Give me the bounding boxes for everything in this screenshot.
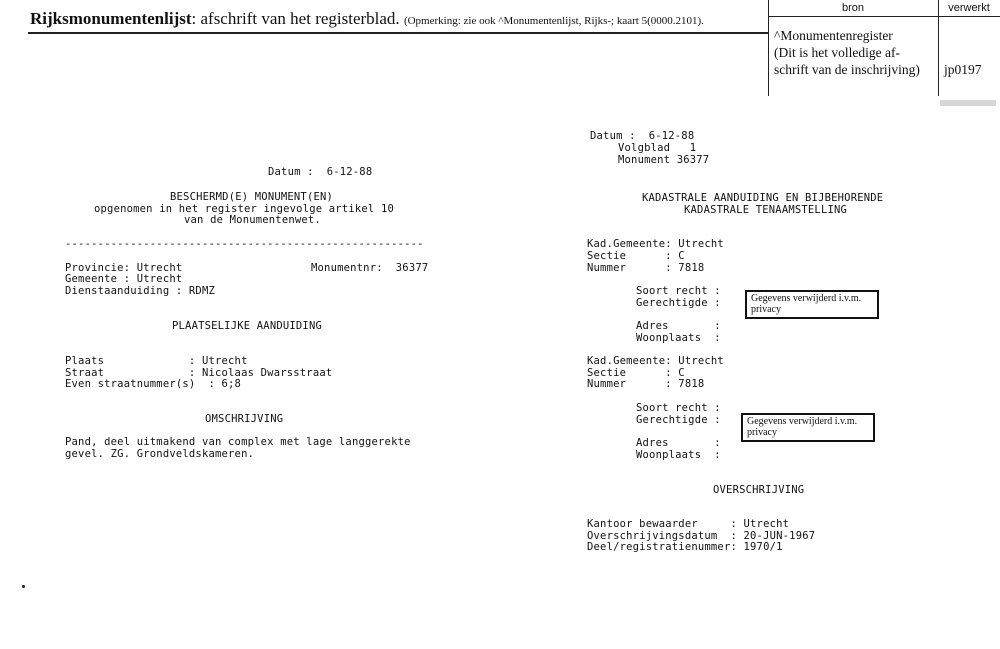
b1-nummer: Nummer : 7818 [587,262,705,274]
omschrijving-line-2: gevel. ZG. Grondveldskameren. [65,448,255,460]
verwerkt-value: jp0197 [944,62,982,77]
left-heading-2: opgenomen in het register ingevolge artikel 10 [94,203,394,215]
b2-sectie: Sectie : C [587,367,685,379]
table-mid-border [938,0,939,96]
title-bold: Rijksmonumentenlijst [30,9,192,28]
header-rule [28,32,768,34]
b2-gerechtigde: Gerechtigde : [636,414,721,426]
b1-gemeente: Kad.Gemeente: Utrecht [587,238,724,250]
bron-line-2: (Dit is het volledige af- [774,45,900,60]
left-straat: Straat : Nicolaas Dwarsstraat [65,367,333,379]
left-even: Even straatnummer(s) : 6;8 [65,378,242,390]
right-monument: Monument 36377 [618,154,710,166]
b1-adres: Adres : [636,320,721,332]
b2-soort: Soort recht : [636,402,721,414]
b1-soort: Soort recht : [636,285,721,297]
over-datum: Overschrijvingsdatum : 20-JUN-1967 [587,530,816,542]
left-datum: Datum : 6-12-88 [268,166,373,178]
left-monumentnr: Monumentnr: 36377 [311,262,429,274]
left-heading-3: van de Monumentenwet. [184,214,321,226]
right-datum: Datum : 6-12-88 [590,130,695,142]
scan-smudge [940,100,996,106]
col-verwerkt-header: verwerkt [938,0,1000,17]
left-gemeente: Gemeente : Utrecht [65,273,183,285]
b2-nummer: Nummer : 7818 [587,378,705,390]
over-deel: Deel/registratienummer: 1970/1 [587,541,783,553]
plaatselijk-heading: PLAATSELIJKE AANDUIDING [172,320,322,332]
omschrijving-line-1: Pand, deel uitmakend van complex met lage langgerekte [65,436,411,448]
b2-gemeente: Kad.Gemeente: Utrecht [587,355,724,367]
b2-woonplaats: Woonplaats : [636,449,721,461]
privacy-redaction-box: Gegevens verwijderd i.v.m. privacy [741,413,875,442]
col-bron-header: bron [768,0,938,17]
left-rule: ------------------------------------------------------- [65,238,424,250]
page-title [30,9,704,29]
omschrijving-heading: OMSCHRIJVING [205,413,284,425]
bron-line-1: ^Monumentenregister [774,28,893,43]
privacy-redaction-box: Gegevens verwijderd i.v.m. privacy [745,290,879,319]
b2-adres: Adres : [636,437,721,449]
kad-heading-1: KADASTRALE AANDUIDING EN BIJBEHORENDE [642,192,884,204]
source-table [768,0,1000,96]
left-dienst: Dienstaanduiding : RDMZ [65,285,215,297]
b1-gerechtigde: Gerechtigde : [636,297,721,309]
left-provincie: Provincie: Utrecht [65,262,183,274]
over-kantoor: Kantoor bewaarder : Utrecht [587,518,790,530]
overschrijving-heading: OVERSCHRIJVING [713,484,805,496]
right-volgblad: Volgblad 1 [618,142,697,154]
title-note: (Opmerking: zie ook ^Monumentenlijst, Rijks-; kaart 5(0000.2101). [403,15,704,27]
bron-line-3: schrift van de inschrijving) [774,62,920,77]
kad-heading-2: KADASTRALE TENAAMSTELLING [684,204,848,216]
b1-woonplaats: Woonplaats : [636,332,721,344]
left-heading-1: BESCHERMD(E) MONUMENT(EN) [170,191,334,203]
b1-sectie: Sectie : C [587,250,685,262]
table-left-border [768,0,769,96]
left-plaats: Plaats : Utrecht [65,355,248,367]
title-rest: : afschrift van het registerblad. [191,9,400,28]
scan-speck [22,585,25,588]
